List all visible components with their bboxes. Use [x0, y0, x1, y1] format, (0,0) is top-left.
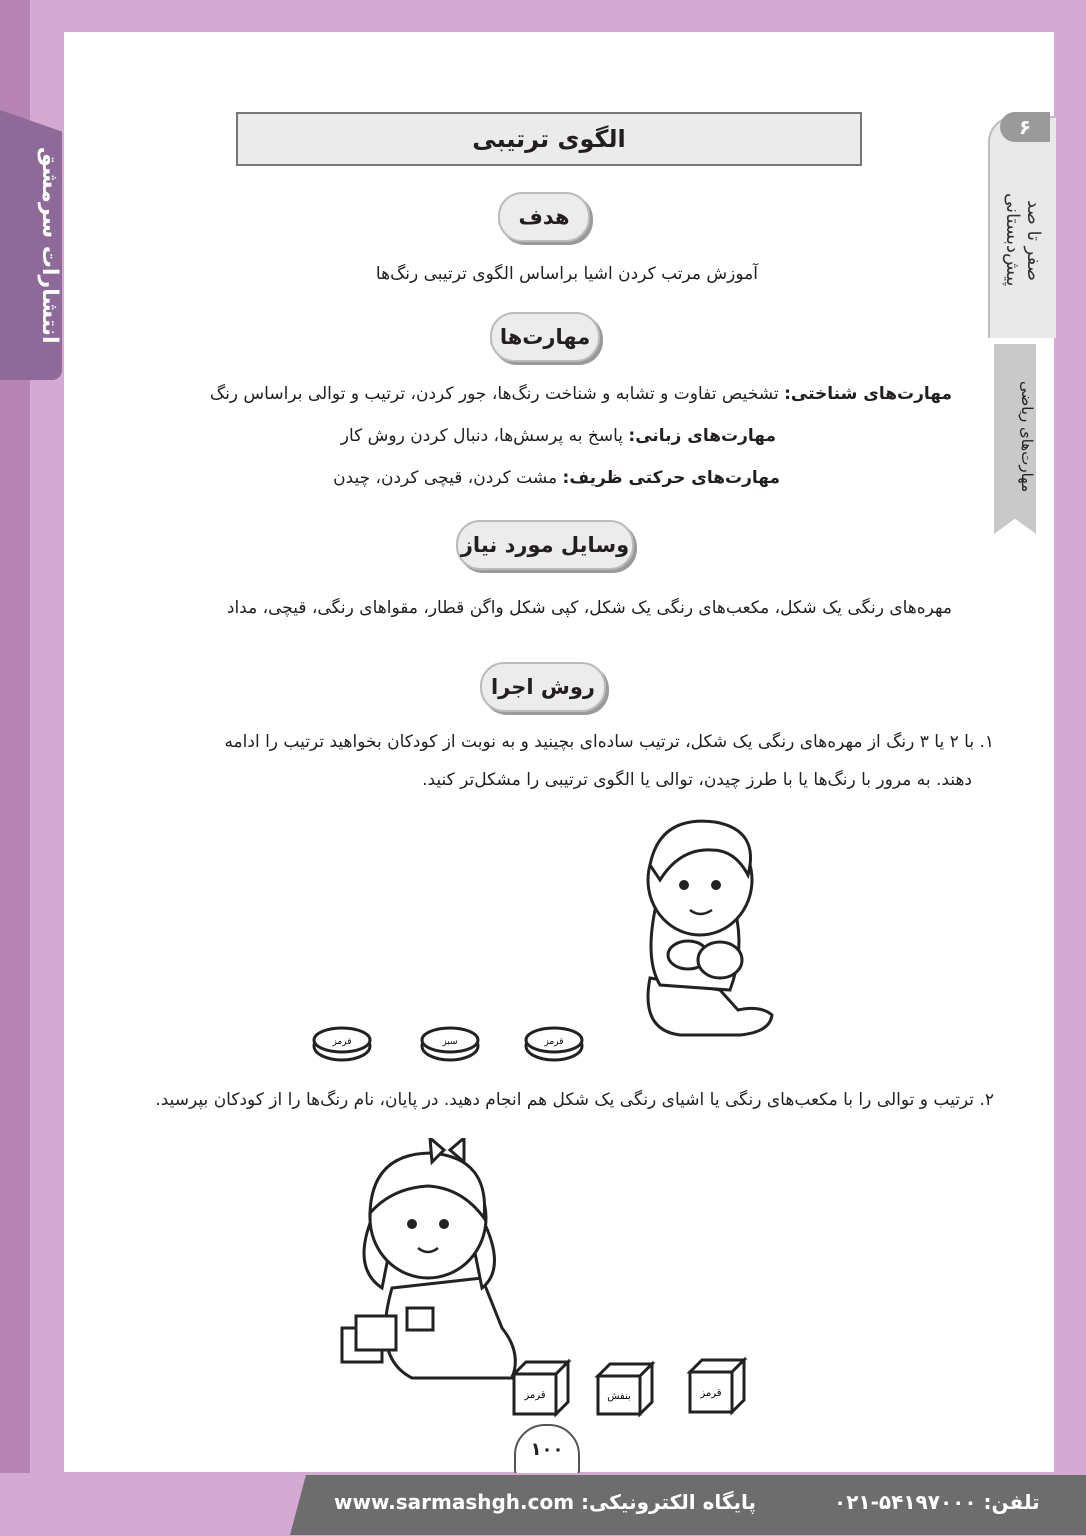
- step-1-line-1: ۱. با ۲ یا ۳ رنگ از مهره‌های رنگی یک شکل، ترتیب ساده‌ای بچینید و به نوبت از کودکان بخواهید ترتیب را ادامه: [224, 732, 994, 752]
- cubes-row: [506, 1356, 756, 1420]
- method-heading: روش اجرا: [480, 662, 606, 712]
- phone-label: تلفن:: [983, 1490, 1040, 1514]
- step-1-line-2: دهند. به مرور با رنگ‌ها یا با طرز چیدن، توالی یا الگوی ترتیبی را مشکل‌تر کنید.: [422, 770, 972, 790]
- cube-label-1: قرمز: [524, 1390, 546, 1401]
- website-label: پایگاه الکترونیکی:: [581, 1490, 757, 1514]
- materials-text: مهره‌های رنگی یک شکل، مکعب‌های رنگی یک شکل، کپی شکل واگن قطار، مقواهای رنگی، قیچی، مداد: [226, 598, 952, 618]
- goal-text: آموزش مرتب کردن اشیا براساس الگوی ترتیبی رنگ‌ها: [375, 264, 758, 284]
- skill-label: مهارت‌های شناختی:: [784, 384, 952, 404]
- skill-label: مهارت‌های حرکتی ظریف:: [562, 468, 780, 488]
- skills-heading: مهارت‌ها: [490, 312, 600, 362]
- skill-cognitive: [210, 382, 952, 406]
- materials-heading: وسایل مورد نیاز: [456, 520, 634, 570]
- skill-text: پاسخ به پرسش‌ها، دنبال کردن روش کار: [340, 426, 623, 446]
- book-number: ۶: [1000, 112, 1050, 142]
- skill-motor: [333, 466, 780, 490]
- boy-illustration: [620, 810, 780, 1050]
- step-2: ۲. ترتیب و توالی را با مکعب‌های رنگی یا اشیای رنگی یک شکل هم انجام دهید. در پایان، نام رنگ‌ها را از کودکان بپرسید.: [155, 1090, 994, 1110]
- website-link[interactable]: www.sarmashgh.com: [334, 1490, 575, 1514]
- phone-number: ۰۲۱-۵۴۱۹۷۰۰۰: [834, 1490, 977, 1514]
- goal-heading: هدف: [498, 192, 590, 242]
- skill-label: مهارت‌های زبانی:: [628, 426, 776, 446]
- cube-label-3: قرمز: [700, 1388, 722, 1399]
- beads-row: [310, 1018, 590, 1068]
- skill-text: تشخیص تفاوت و تشابه و شناخت رنگ‌ها، جور کردن، ترتیب و توالی براساس رنگ: [209, 384, 779, 404]
- skill-text: مشت کردن، قیچی کردن، چیدن: [333, 468, 558, 488]
- cube-label-2: بنفش: [607, 1391, 631, 1402]
- bead-label-3: قرمز: [544, 1037, 564, 1047]
- section-title: مهارت‌های ریاضی: [1018, 381, 1036, 493]
- publisher-name: انتشارات سرمشق: [37, 146, 62, 344]
- girl-illustration: [332, 1138, 532, 1388]
- website-line: [334, 1490, 756, 1514]
- page-number: ۱۰۰: [514, 1424, 580, 1478]
- bead-label-2: سبز: [442, 1037, 458, 1047]
- phone-line: [834, 1490, 1040, 1514]
- bead-label-1: قرمز: [332, 1037, 352, 1047]
- skill-verbal: [341, 424, 776, 448]
- lesson-title: الگوی ترتیبی: [236, 112, 862, 166]
- book-title: صفر تا صد پیش‌دبستانی: [1002, 193, 1044, 287]
